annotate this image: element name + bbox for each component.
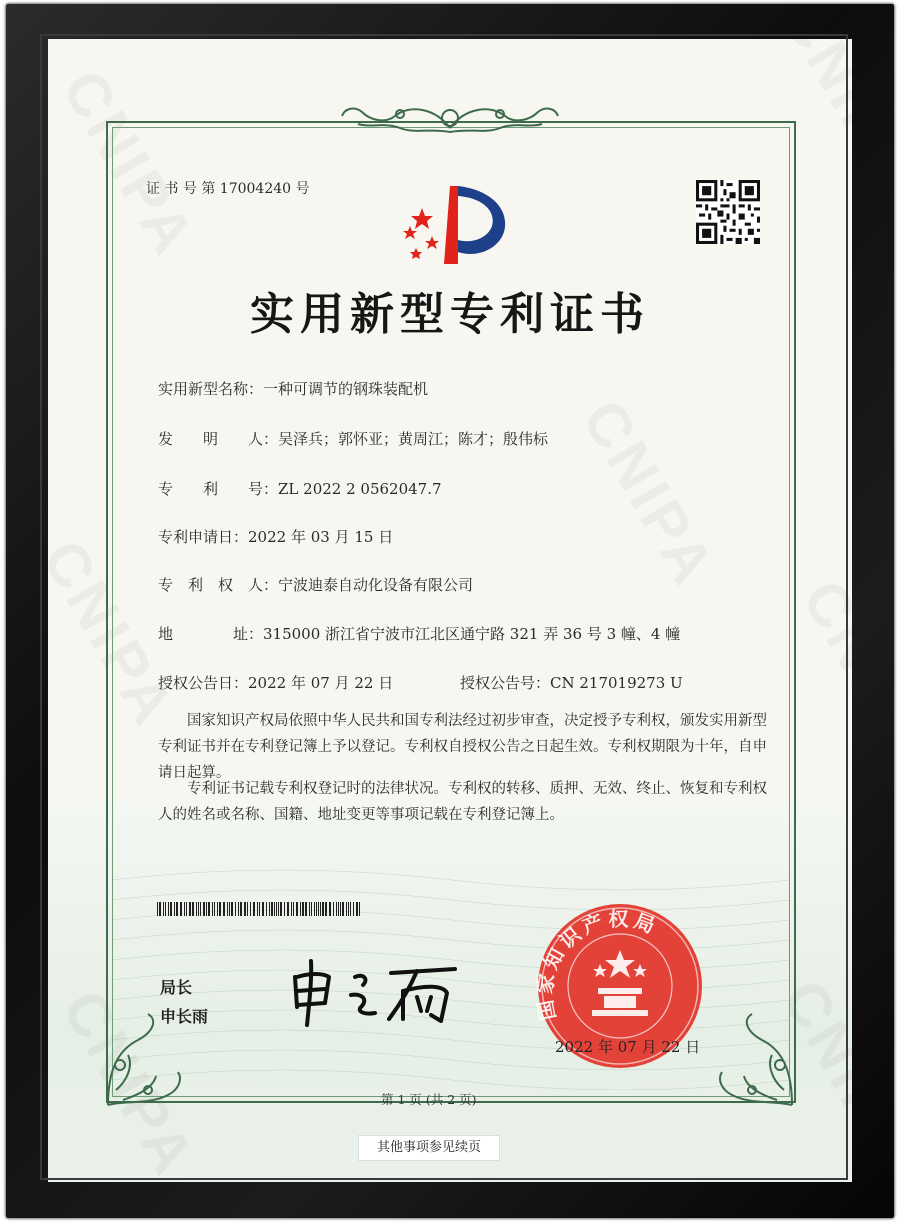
signatory-name: 申长雨 — [160, 1007, 209, 1026]
grant-announcement-date: 授权公告日：2022 年 07 月 22 日 — [158, 674, 394, 692]
grant-announcement-number: 授权公告号：CN 217019273 U — [460, 674, 683, 692]
page-title: 实用新型专利证书 — [250, 289, 650, 340]
seal-date: 2022 年 07 月 22 日 — [555, 1038, 701, 1056]
patent-number: 专 利 号：ZL 2022 2 0562047.7 — [158, 480, 442, 498]
qr-code-icon — [696, 180, 760, 244]
corner-ornament-right-icon — [712, 1010, 802, 1110]
grant-statement: 国家知识产权局依照中华人民共和国专利法经过初步审查，决定授予专利权，颁发实用新型专利证书并在专利登记簿上予以登记。专利权自授权公告之日起生效。专利权期限为十年，自申请日起算。 — [158, 713, 767, 781]
barcode-icon — [157, 902, 363, 916]
signature-role: 局长 — [160, 978, 193, 997]
utility-model-name: 实用新型名称：一种可调节的钢珠装配机 — [158, 380, 429, 398]
seal-ring-text: 国家知识产权局 — [532, 906, 662, 1023]
patentee: 专 利 权 人：宁波迪泰自动化设备有限公司 — [158, 576, 474, 594]
address: 地 址：315000 浙江省宁波市江北区通宁路 321 弄 36 号 3 幢、4 幢 — [158, 625, 681, 643]
application-date: 专利申请日：2022 年 03 月 15 日 — [158, 528, 394, 546]
top-ornament-icon — [340, 98, 560, 142]
certificate-number: 证 书 号 第 17004240 号 — [146, 181, 310, 197]
cnipa-logo-icon — [392, 180, 512, 270]
followup-note: 其他事项参见续页 — [358, 1135, 500, 1161]
handwritten-signature — [285, 955, 470, 1030]
page-indicator: 第 1 页 (共 2 页) — [381, 1092, 477, 1107]
inventors: 发 明 人：吴泽兵；郭怀亚；黄周江；陈才；殷伟标 — [158, 430, 549, 448]
legal-status-statement: 专利证书记载专利权登记时的法律状况。专利权的转移、质押、无效、终止、恢复和专利权人的姓名或名称、国籍、地址变更等事项记载在专利登记簿上。 — [158, 781, 767, 823]
